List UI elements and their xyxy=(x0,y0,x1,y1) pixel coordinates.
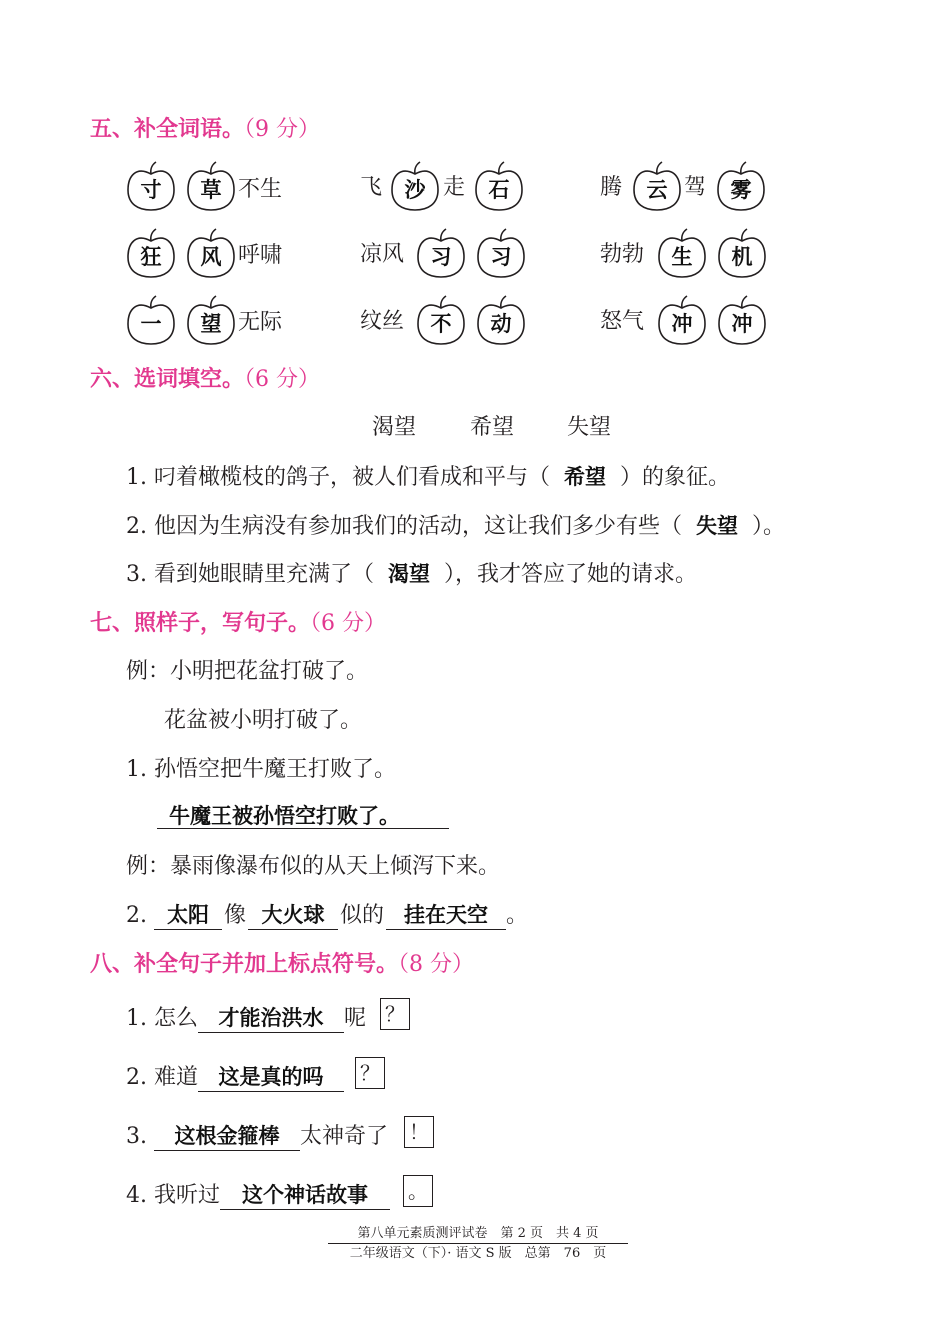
s7-question-1 xyxy=(126,752,396,783)
item-number: 1. xyxy=(126,757,147,782)
idiom-text: 无际 xyxy=(238,310,283,335)
item-number: 1. xyxy=(126,465,147,490)
idiom-text: 纹丝 xyxy=(360,309,405,334)
item-number: 2. xyxy=(126,903,147,928)
item-text: 难道 xyxy=(154,1065,199,1090)
apple-box xyxy=(717,227,767,279)
s7-example-2 xyxy=(126,849,500,880)
item-text: 我听过 xyxy=(154,1183,221,1208)
item-text: 呢 xyxy=(344,1006,367,1031)
section-8-heading: 八、补全句子并加上标点符号。 xyxy=(90,952,399,977)
apple-box xyxy=(657,294,707,346)
example-text: 花盆被小明打破了。 xyxy=(164,708,363,733)
section-7-points: （6 分） xyxy=(310,611,387,636)
section-6-heading: 六、选词填空。 xyxy=(90,367,245,392)
apple-answer: 望 xyxy=(200,312,222,336)
s8-item-3 xyxy=(126,1119,388,1151)
item-number: 3. xyxy=(126,562,147,587)
word-choice: 失望 xyxy=(567,415,612,440)
section-8-points: （8 分） xyxy=(398,952,475,977)
s6-item-1 xyxy=(126,460,730,491)
idiom-text: 走 xyxy=(443,175,466,200)
punctuation-box: ？ xyxy=(380,998,410,1030)
item-text: 。 xyxy=(506,903,529,928)
item-answer: 牛魔王被孙悟空打败了。 xyxy=(169,804,400,828)
s8-item-2 xyxy=(126,1060,344,1092)
apple-answer: 石 xyxy=(488,178,510,202)
item-answer: 希望 xyxy=(564,465,607,489)
item-answer: 渴望 xyxy=(388,562,431,586)
answer-line xyxy=(157,798,449,829)
example-text: 小明把花盆打破了。 xyxy=(170,659,369,684)
s6-item-2 xyxy=(126,509,785,540)
item-text: ）。 xyxy=(752,514,786,539)
word-choice: 希望 xyxy=(470,415,515,440)
apple-answer: 寸 xyxy=(140,178,162,202)
punctuation-box: 。 xyxy=(403,1175,433,1207)
item-number: 2. xyxy=(126,1065,147,1090)
idiom-text: 飞 xyxy=(360,175,383,200)
apple-answer: 机 xyxy=(731,245,753,269)
item-number: 3. xyxy=(126,1124,147,1149)
section-8-title xyxy=(90,947,474,978)
section-5-title xyxy=(90,112,320,143)
apple-answer: 冲 xyxy=(671,312,693,336)
item-text: 叼着橄榄枝的鸽子，被人们看成和平与（ xyxy=(154,465,551,490)
idiom-text: 不生 xyxy=(238,177,283,202)
idiom-text: 驾 xyxy=(684,175,707,200)
apple-answer: 沙 xyxy=(404,178,426,202)
item-text: 他因为生病没有参加我们的活动，这让我们多少有些（ xyxy=(154,514,683,539)
apple-box xyxy=(126,160,176,212)
item-answer: 挂在天空 xyxy=(386,899,506,930)
apple-answer: 不 xyxy=(430,312,452,336)
apple-box xyxy=(632,160,682,212)
idiom-text: 腾 xyxy=(600,175,623,200)
apple-box xyxy=(186,160,236,212)
s8-item-1 xyxy=(126,1001,366,1033)
idiom-text: 呼啸 xyxy=(238,243,283,268)
s7-example-1 xyxy=(126,654,368,685)
apple-box xyxy=(474,160,524,212)
item-number: 2. xyxy=(126,514,147,539)
item-text: ），我才答应了她的请求。 xyxy=(444,562,698,587)
apple-answer: 习 xyxy=(490,245,512,269)
apple-box xyxy=(126,294,176,346)
item-number: 4. xyxy=(126,1183,147,1208)
apple-box xyxy=(186,294,236,346)
item-answer: 才能治洪水 xyxy=(198,1002,344,1033)
section-5-heading: 五、补全词语。 xyxy=(90,117,245,142)
punctuation-box: ？ xyxy=(355,1057,385,1089)
apple-box xyxy=(416,227,466,279)
apple-answer: 草 xyxy=(200,178,222,202)
apple-box xyxy=(416,294,466,346)
section-5-points: （9 分） xyxy=(244,117,321,142)
item-text: 孙悟空把牛魔王打败了。 xyxy=(154,757,397,782)
idiom-text: 怒气 xyxy=(600,309,645,334)
apple-box xyxy=(657,227,707,279)
example-label: 例： xyxy=(126,659,171,684)
apple-box xyxy=(186,227,236,279)
apple-answer: 动 xyxy=(490,312,512,336)
apple-answer: 一 xyxy=(140,312,162,336)
example-text: 暴雨像瀑布似的从天上倾泻下来。 xyxy=(170,854,501,879)
s8-item-4 xyxy=(126,1178,390,1210)
idiom-text: 凉风 xyxy=(360,242,405,267)
item-answer: 这是真的吗 xyxy=(198,1061,344,1092)
item-answer: 这根金箍棒 xyxy=(154,1120,300,1151)
item-answer: 失望 xyxy=(696,514,739,538)
apple-answer: 生 xyxy=(671,245,693,269)
s7-question-2 xyxy=(126,898,528,930)
apple-box xyxy=(476,227,526,279)
item-text: 似的 xyxy=(340,903,385,928)
item-text: 太神奇了 xyxy=(300,1124,389,1149)
apple-box xyxy=(716,160,766,212)
item-answer: 太阳 xyxy=(154,899,222,930)
apple-answer: 习 xyxy=(430,245,452,269)
apple-answer: 雾 xyxy=(730,178,752,202)
apple-answer: 云 xyxy=(646,178,668,202)
item-answer: 大火球 xyxy=(248,899,338,930)
section-6-points: （6 分） xyxy=(244,367,321,392)
s6-item-3 xyxy=(126,557,697,588)
item-text: ）的象征。 xyxy=(620,465,731,490)
footer-line-2: 二年级语文（下）· 语文 S 版 总第 76 页 xyxy=(349,1246,607,1261)
apple-answer: 冲 xyxy=(731,312,753,336)
footer-line-1: 第八单元素质测评试卷 第 2 页 共 4 页 xyxy=(328,1222,628,1244)
item-text: 怎么 xyxy=(154,1006,199,1031)
item-answer: 这个神话故事 xyxy=(220,1179,390,1210)
item-text: 看到她眼睛里充满了（ xyxy=(154,562,375,587)
punctuation-box: ！ xyxy=(404,1116,434,1148)
word-choice: 渴望 xyxy=(372,415,417,440)
idiom-text: 勃勃 xyxy=(600,242,645,267)
apple-box xyxy=(390,160,440,212)
item-number: 1. xyxy=(126,1006,147,1031)
section-7-title xyxy=(90,606,386,637)
apple-box xyxy=(126,227,176,279)
section-6-title xyxy=(90,362,320,393)
example-label: 例： xyxy=(126,854,171,879)
apple-box xyxy=(476,294,526,346)
apple-answer: 风 xyxy=(200,245,222,269)
apple-box xyxy=(717,294,767,346)
item-text: 像 xyxy=(224,903,247,928)
apple-answer: 狂 xyxy=(140,245,162,269)
section-7-heading: 七、照样子，写句子。 xyxy=(90,611,311,636)
